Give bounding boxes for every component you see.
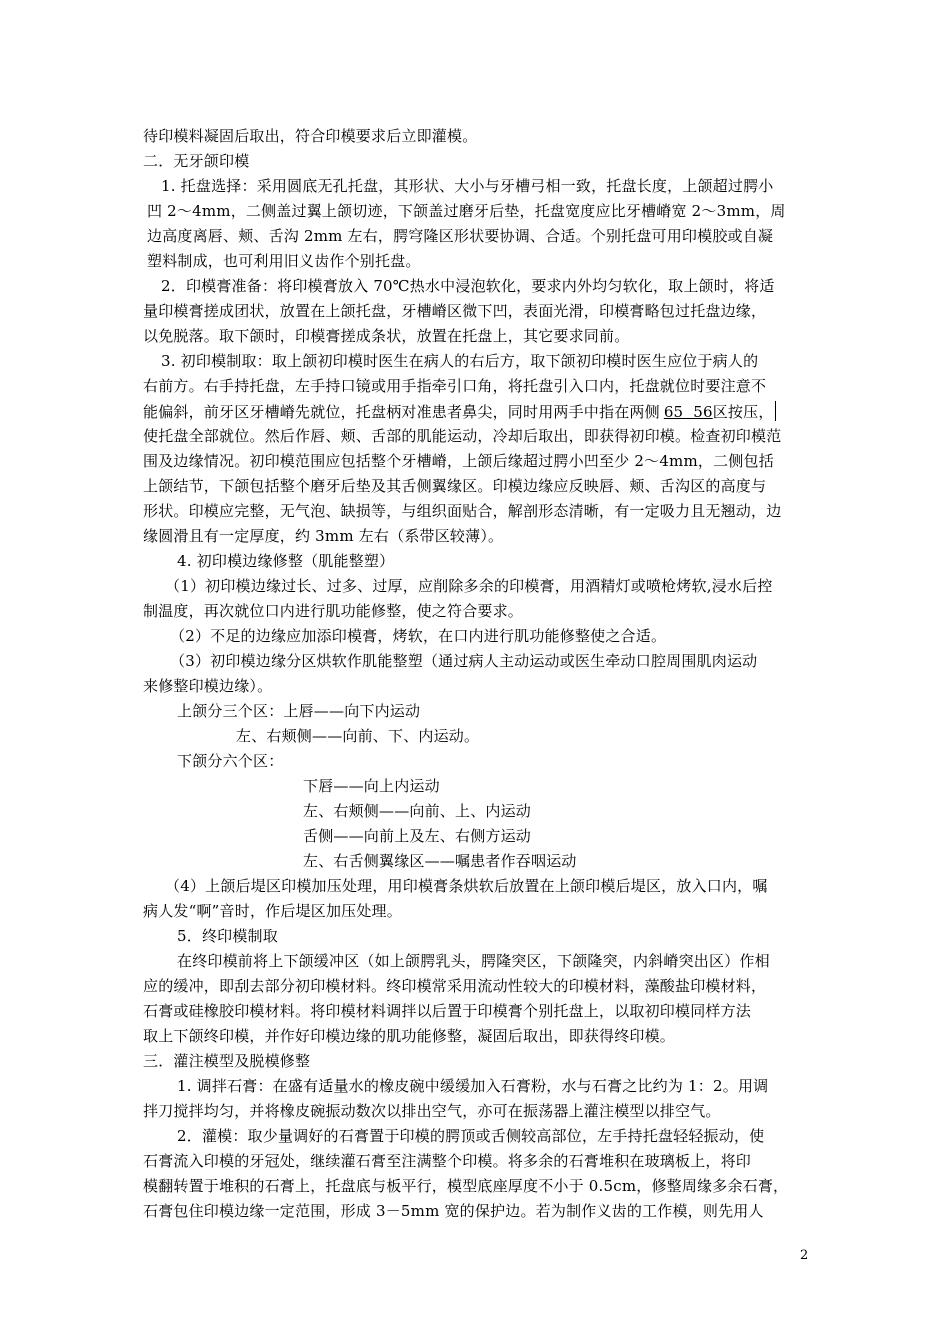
text-cursor — [775, 401, 776, 421]
text-line — [143, 401, 776, 422]
text-line: 在终印模前将上下颌缓冲区（如上颌腭乳头，腭隆突区，下颌隆突，内斜嵴突出区）作相 — [177, 952, 770, 970]
text-segment: 能偏斜，前牙区牙槽嵴先就位，托盘柄对准患者鼻尖，同时用两手中指在两侧 — [143, 403, 660, 421]
text-line: （3）初印模边缘分区烘软作肌能整塑（通过病人主动运动或医生牵动口腔周围肌肉运动 — [170, 652, 758, 670]
text-line: （2）不足的边缘应加添印模膏，烤软，在口内进行肌功能修整使之合适。 — [170, 627, 667, 645]
text-line: 使托盘全部就位。然后作唇、颊、舌部的肌能运动，冷却后取出，即获得初印模。检查初印模范 — [143, 427, 782, 445]
text-line: （4）上颌后堤区印模加压处理，用印模膏条烘软后放置在上颌印模后堤区，放入口内，嘱 — [165, 877, 768, 895]
text-line: 左、右颊侧——向前、下、内运动。 — [236, 727, 480, 745]
text-line: 上颌结节，下颌包括整个磨牙后垫及其舌侧翼缘区。印模边缘应反映唇、颊、舌沟区的高度与 — [143, 477, 767, 495]
text-line: 边高度离唇、颊、舌沟 2mm 左右，腭穹隆区形状要协调、合适。个别托盘可用印模胶或自凝 — [147, 227, 774, 245]
text-line: 1. 调拌石膏：在盛有适量水的橡皮碗中缓缓加入石膏粉，水与石膏之比约为 1：2。用调 — [177, 1077, 769, 1095]
subsection-heading: 5．终印模制取 — [177, 927, 278, 945]
text-line: 以免脱落。取下颌时，印模膏搓成条状，放置在托盘上，其它要求同前。 — [143, 327, 630, 345]
text-line: 舌侧——向前上及左、右侧方运动 — [303, 827, 532, 845]
text-line: 3. 初印模制取：取上颌初印模时医生在病人的右后方，取下颌初印模时医生应位于病人的 — [161, 352, 759, 370]
text-line: 来修整印模边缘）。 — [143, 677, 273, 695]
text-line: 待印模料凝固后取出，符合印模要求后立即灌模。 — [143, 127, 478, 145]
text-line: 凹 2～4mm，二侧盖过翼上颌切迹，下颌盖过磨牙后垫，托盘宽度应比牙槽嵴宽 2～3mm，周 — [147, 202, 786, 220]
text-line: 下唇——向上内运动 — [303, 777, 440, 795]
text-line: 右前方。右手持托盘，左手持口镜或用手指牵引口角，将托盘引入口内，托盘就位时要注意不 — [143, 377, 767, 395]
text-line: 左、右颊侧——向前、上、内运动 — [303, 802, 532, 820]
section-heading: 三．灌注模型及脱模修整 — [143, 1052, 311, 1070]
section-heading: 二．无牙颌印模 — [143, 152, 250, 170]
text-line: 石膏流入印模的牙冠处，继续灌石膏至注满整个印模。将多余的石膏堆积在玻璃板上，将印 — [143, 1152, 752, 1170]
text-line: 1. 托盘选择：采用圆底无孔托盘，其形状、大小与牙槽弓相一致，托盘长度，上颌超过腭小 — [161, 177, 774, 195]
text-line: 2．印模膏准备：将印模膏放入 70℃热水中浸泡软化，要求内外均匀软化，取上颌时，将适 — [161, 277, 775, 295]
text-line: 石膏包住印模边缘一定范围，形成 3－5mm 宽的保护边。若为制作义齿的工作模，则先用人 — [143, 1202, 764, 1220]
subsection-heading: 4. 初印模边缘修整（肌能整塑） — [177, 552, 395, 570]
text-line: 上颌分三个区：上唇——向下内运动 — [177, 702, 421, 720]
text-line: 缘圆滑且有一定厚度，约 3mm 左右（系带区较薄）。 — [143, 527, 504, 545]
text-line: 塑料制成，也可利用旧义齿作个别托盘。 — [147, 252, 421, 270]
text-line: 下颌分六个区： — [177, 752, 284, 770]
text-line: 2．灌模：取少量调好的石膏置于印模的腭顶或舌侧较高部位，左手持托盘轻轻振动，使 — [177, 1127, 765, 1145]
text-line: 左、右舌侧翼缘区——嘱患者作吞咽运动 — [303, 852, 577, 870]
page-number: 2 — [800, 1248, 809, 1263]
text-line: 取上下颌终印模，并作好印模边缘的肌功能修整，凝固后取出，即获得终印模。 — [143, 1027, 676, 1045]
text-segment: 区按压， — [712, 403, 774, 421]
text-line: 模翻转置于堆积的石膏上，托盘底与板平行，模型底座厚度不小于 0.5cm，修整周缘多余石膏， — [143, 1177, 789, 1195]
text-line: 拌刀搅拌均匀，并将橡皮碗振动数次以排出空气，亦可在振荡器上灌注模型以排空气。 — [143, 1102, 721, 1120]
text-line: 应的缓冲，即刮去部分初印模材料。终印模常采用流动性较大的印模材料，藻酸盐印模材料， — [143, 977, 767, 995]
text-line: 量印模膏搓成团状，放置在上颌托盘，牙槽嵴区微下凹，表面光滑，印模膏略包过托盘边缘， — [143, 302, 767, 320]
text-line: 病人发“啊”音时，作后堤区加压处理。 — [143, 902, 402, 920]
text-line: 制温度，再次就位口内进行肌功能修整，使之符合要求。 — [143, 602, 524, 620]
text-line: 围及边缘情况。初印模范围应包括整个牙槽嵴，上颌后缘超过腭小凹至少 2～4mm，二侧包括 — [143, 452, 774, 470]
text-line: 形状。印模应完整，无气泡、缺损等，与组织面贴合，解剖形态清晰，有一定吸力且无翘动，边 — [143, 502, 782, 520]
text-line: （1）初印模边缘过长、过多、过厚，应削除多余的印模膏，用酒精灯或喷枪烤软,浸水后控 — [165, 577, 773, 595]
text-line: 石膏或硅橡胶印模材料。将印模材料调拌以后置于印模膏个别托盘上，以取初印模同样方法 — [143, 1002, 752, 1020]
tooth-notation: 65 56 — [663, 403, 713, 421]
